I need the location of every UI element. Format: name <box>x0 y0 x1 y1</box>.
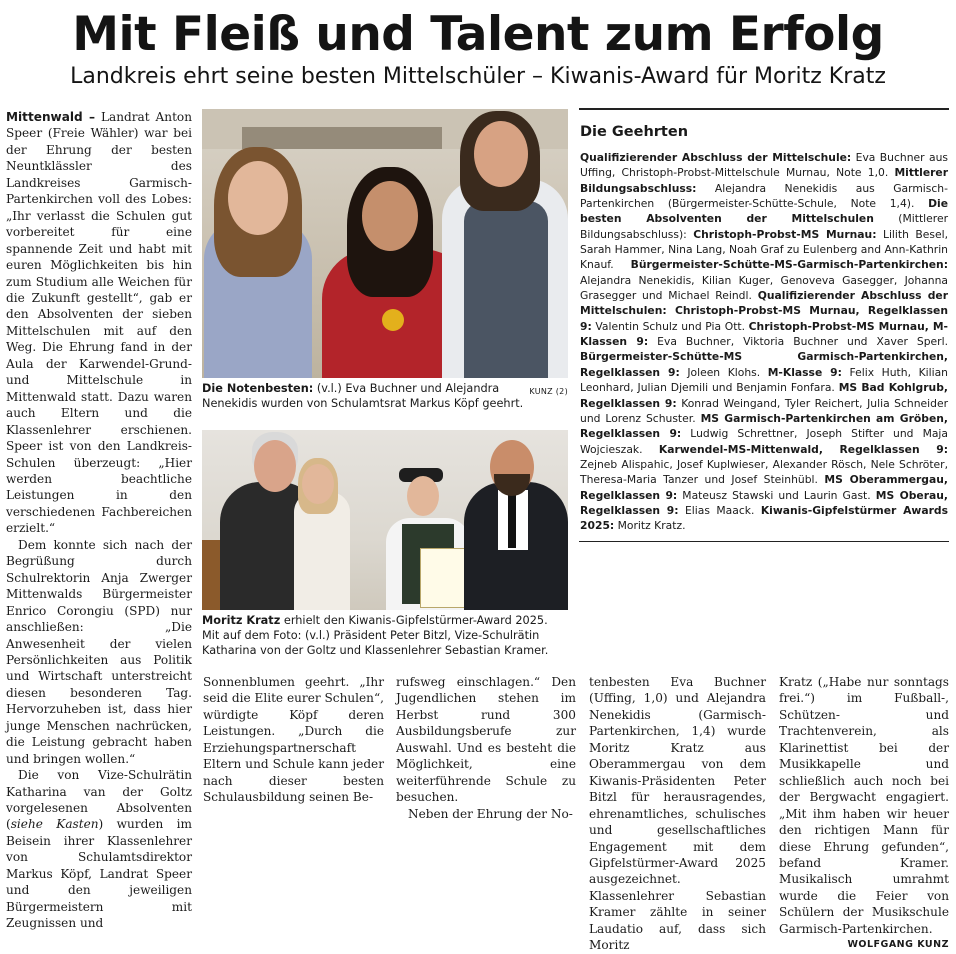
honoree-group-label: Die besten Absolventen der Mittelschulen <box>580 197 948 226</box>
article-paragraph <box>6 767 192 932</box>
honoree-group-label: MS Garmisch-Partenkirchen am Gröben, Regelklassen 9: <box>580 411 948 441</box>
article-paragraph: Sonnenblumen geehrt. „Ihr seid die Elite eurer Schulen“, würdigte Köpf deren Leistungen. „Durch die Erziehungspartnerschaft Eltern und Schule kann jeder nach dieser besten Schulausbildung seinen Be- <box>203 675 384 805</box>
article-column-2 <box>203 674 384 806</box>
article-paragraph: Neben der Ehrung der No- <box>408 806 573 821</box>
honoree-names: Konrad Weingand, Tyler Reichert, Julia Schneider und Lorenz Schuster. <box>580 396 948 425</box>
honoree-names: Zejneb Alispahic, Josef Kuplwieser, Alexander Rösch, Nele Schröter, Theresa-Maria Tanzer und Josef Steinhübl. <box>580 457 948 487</box>
article-paragraph <box>6 109 192 537</box>
article-paragraph: tenbesten Eva Buchner (Uffing, 1,0) und Alejandra Nenekidis (Garmisch-Partenkirchen, 1,4) wurde Moritz Kratz aus Oberammergau von dem Kiwanis-Präsidenten Peter Bitzl für herausragendes, ehrenamtliches, schulisches und gesellschaftliches Engagement mit dem Gipfelstürmer-Award 2025 ausgezeichnet. Klassenlehrer Sebastian Kramer zählte in seiner Laudatio auf, dass sich Moritz <box>589 675 766 953</box>
caption-text: erhielt den Kiwanis-Gipfelstürmer-Award 2025. Mit auf dem Foto: (v.l.) Präsident Peter Bitzl, Vize-Schulrätin Katharina von der Goltz und Klassenlehrer Sebastian Kramer. <box>202 614 549 657</box>
article-column-1 <box>6 109 192 932</box>
honoree-names: Ludwig Schrettner, Joseph Stifter und Maja Wojcieszak. <box>580 427 949 456</box>
paragraph-text: Kratz („Habe nur sonntags frei.“) im Fußball-, Schützen- und Trachtenverein, als Klarinettist bei der Musikkapelle und schließlich auch noch bei der Bergwacht engagiert. „Mit ihm haben wir heuer den richtigen Mann für diese Ehrung gefunden“, befand Kramer. Musikalisch umrahmt wurde die Feier von Schülern der Musikschule Garmisch-Partenkirchen. <box>779 675 949 936</box>
photo-caption-1 <box>202 381 568 411</box>
honoree-names: Valentin Schulz und Pia Ott. <box>591 319 749 333</box>
honoree-names: (Mittlerer Bildungsabschluss): <box>580 212 949 241</box>
box-title: Die Geehrten <box>580 124 689 140</box>
honorees-list <box>580 150 948 534</box>
box-bottom-rule <box>579 541 949 542</box>
honoree-names: Elias Maack. <box>678 503 761 517</box>
photo-award-top-students <box>202 109 568 378</box>
honoree-group-label: MS Oberammergau, Regelklassen 9: <box>580 473 948 502</box>
headline: Mit Fleiß und Talent zum Erfolg <box>72 7 884 62</box>
article-paragraph: rufsweg einschlagen.“ Den Jugendlichen stehen im Herbst rund 300 Ausbildungsberufe zur Auswahl. Und es besteht die Möglichkeit, eine weiterführende Schule zu besuchen. <box>396 675 576 805</box>
honoree-group-label: M-Klasse 9: <box>767 365 842 379</box>
honoree-names: Moritz Kratz. <box>614 519 686 533</box>
article-paragraph <box>779 674 949 951</box>
photo-credit: KUNZ (2) <box>529 387 568 396</box>
honoree-group-label: Kiwanis-Gipfelstürmer Awards 2025: <box>580 503 948 533</box>
article-paragraph: Dem konnte sich nach der Begrüßung durch Schulrektorin Anja Zwerger Mittenwalds Bürgermeister Enrico Corongiu (SPD) nur anschließen: „Die Anwesenheit der vielen Persönlichkeiten aus Politik und Wirtschaft unterstreicht diesen besonderen Tag. Hervorzuheben ist, dass hier junge Menschen nachrücken, die Leistung gebracht haben und bringen wollen.“ <box>6 537 192 766</box>
honoree-group-label: MS Oberau, Regelklassen 9: <box>580 488 948 517</box>
honoree-group-label: Christoph-Probst-MS Murnau, M-Klassen 9: <box>580 319 948 349</box>
honoree-names: Lilith Besel, Sarah Hammer, Nina Lang, Noah Graf zu Eulenberg and Ann-Kathrin Knauf. <box>580 227 948 272</box>
honoree-names: Eva Buchner aus Uffing, Christoph-Probst-Mittelschule Murnau, Note 1,0. <box>580 151 948 180</box>
box-reference: siehe Kasten <box>10 817 99 832</box>
honoree-names: Alejandra Nenekidis aus Garmisch-Partenkirchen (Bürgermeister-Schütte-Schule, Note 1,4). <box>580 181 948 211</box>
honoree-names: Eva Buchner, Viktoria Buchner und Xaver Sperl. <box>648 335 948 349</box>
honoree-group-label: Qualifizierender Abschluss der Mittelschule: <box>580 151 852 164</box>
paragraph-text: ) wurden im Beisein ihrer Klassenlehrer von Schulamtsdirektor Markus Köpf, Landrat Speer und den jeweiligen Bürgermeistern mit Zeugnissen und <box>6 817 192 931</box>
article-column-5 <box>779 674 949 954</box>
honoree-names: Alejandra Nenekidis, Kilian Kuger, Genoveva Gasegger, Johanna Grasegger und Michael Reindl. <box>580 273 948 303</box>
honoree-group-label: Bürgermeister-Schütte-MS Garmisch-Partenkirchen, Regelklassen 9: <box>580 350 948 379</box>
photo-kiwanis-award <box>202 430 568 610</box>
dateline: Mittenwald – <box>6 110 96 124</box>
honoree-group-label: MS Bad Kohlgrub, Regelklassen 9: <box>580 381 948 410</box>
honoree-names: Felix Huth, Kilian Leonhard, Julian Djemili und Benjamin Fonfara. <box>580 365 948 395</box>
honoree-group-label: Mittlerer Bildungsabschluss: <box>580 166 948 195</box>
honoree-group-label: Karwendel-MS-Mittenwald, Regelklassen 9: <box>658 442 949 456</box>
honoree-group-label: Christoph-Probst-MS Murnau: <box>693 227 877 241</box>
caption-lead: Die Notenbesten: <box>202 382 314 395</box>
honoree-group-label: Bürgermeister-Schütte-MS-Garmisch-Partenkirchen: <box>630 258 948 272</box>
article-column-3 <box>396 674 576 822</box>
article-column-4 <box>589 674 766 954</box>
subheadline: Landkreis ehrt seine besten Mittelschüler – Kiwanis-Award für Moritz Kratz <box>70 64 886 89</box>
paragraph-text: Die von Vize-Schulrätin Katharina van der Goltz vorgelesenen Absolventen ( <box>6 768 192 832</box>
honoree-names: Joleen Klohs. <box>679 365 768 379</box>
honoree-group-label: Qualifizierender Abschluss der Mittelschulen: Christoph-Probst-MS Murnau, Regelklassen 9: <box>580 289 948 333</box>
honoree-names: Mateusz Stawski und Laurin Gast. <box>677 488 876 502</box>
caption-text: (v.l.) Eva Buchner und Alejandra Nenekidis wurden von Schulamtsrat Markus Köpf geehrt. <box>202 382 524 410</box>
box-top-rule <box>579 108 949 110</box>
caption-lead: Moritz Kratz <box>202 614 281 627</box>
paragraph-text: Landrat Anton Speer (Freie Wähler) war bei der Ehrung der besten Neuntklässler des Landkreises Garmisch-Partenkirchen voll des Lobes: „Ihr verlasst die Schulen gut vorbereitet für eine spannende Zeit und habt mit euren Möglichkeiten bis hin zum Studium alle Weichen für die Zukunft gestellt“, gab er den Absolventen der sieben Mittelschulen mit auf den Weg. Die Ehrung fand in der Aula der Karwendel-Grund- und Mittelschule in Mittenwald statt. Dazu waren auch Eltern und die Klassenlehrer erschienen. Speer ist von den Landkreis-Schulen überzeugt: „Hier werden beachtliche Leistungen in den verschiedenen Fachbereichen erzielt.“ <box>6 110 192 536</box>
photo-caption-2 <box>202 613 568 658</box>
author-byline: WOLFGANG KUNZ <box>847 939 949 951</box>
